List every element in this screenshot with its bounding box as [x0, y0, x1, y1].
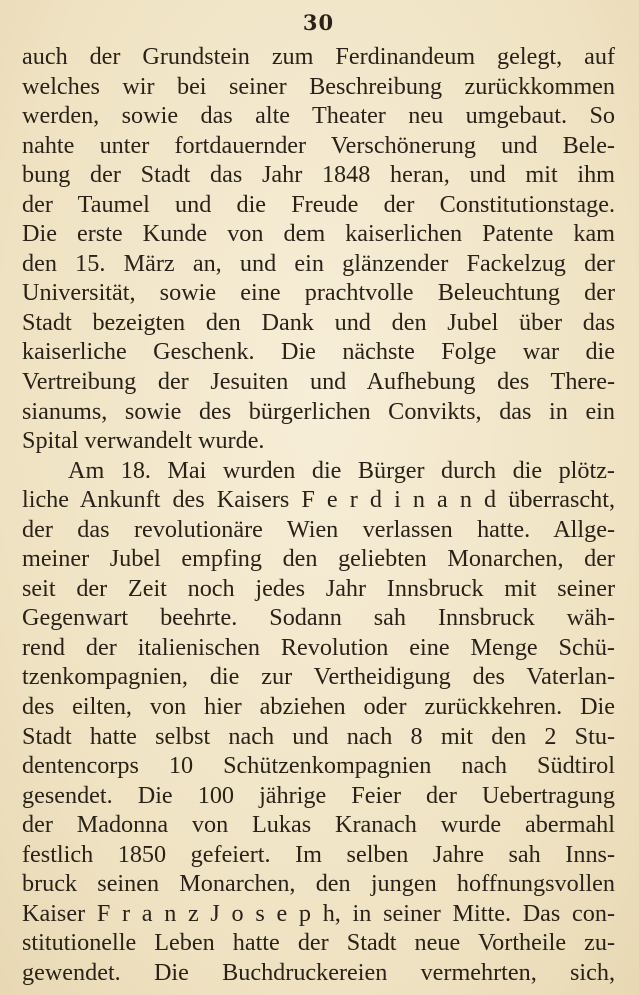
text-line: Am 18. Mai wurden die Bürger durch die plötz- [68, 456, 615, 484]
text-line: Kaiser F r a n z J o s e p h, in seiner Mitte. Das con- [22, 899, 615, 927]
text-line: liche Ankunft des Kaisers F e r d i n a n d überrascht, [22, 486, 615, 514]
text-line: welches wir bei seiner Beschreibung zurückkommen [22, 72, 615, 100]
text-line: werden, sowie das alte Theater neu umgebaut. So [22, 102, 615, 130]
text-line: gewendet. Die Buchdruckereien vermehrten, sich, [22, 958, 615, 986]
text-line: tzenkompagnien, die zur Vertheidigung des Vaterlan- [22, 663, 615, 691]
text-line: der Madonna von Lukas Kranach wurde abermahl [22, 811, 615, 839]
text-line: Universität, sowie eine prachtvolle Beleuchtung der [22, 279, 615, 307]
text-line: gesendet. Die 100 jährige Feier der Uebertragung [22, 781, 615, 809]
text-line: bung der Stadt das Jahr 1848 heran, und mit ihm [22, 161, 615, 189]
text-line: Gegenwart beehrte. Sodann sah Innsbruck wäh- [22, 604, 615, 632]
text-line: kaiserliche Geschenk. Die nächste Folge war die [22, 338, 615, 366]
text-line: stitutionelle Leben hatte der Stadt neue Vortheile zu- [22, 929, 615, 957]
text-line: auch der Grundstein zum Ferdinandeum gelegt, auf [22, 43, 615, 70]
text-line: Die erste Kunde von dem kaiserlichen Patente kam [22, 220, 615, 248]
text-line: den 15. März an, und ein glänzender Fackelzug der [22, 249, 615, 277]
text-line: Stadt bezeigten den Dank und den Jubel über das [22, 308, 615, 336]
text-line: Spital verwandelt wurde. [22, 427, 265, 455]
body-text [22, 42, 615, 988]
text-line: bruck seinen Monarchen, den jungen hoffnungsvollen [22, 870, 615, 898]
text-line: des eilten, von hier abziehen oder zurückkehren. Die [22, 693, 615, 721]
text-line: Stadt hatte selbst nach und nach 8 mit den 2 Stu- [22, 722, 615, 750]
text-line: festlich 1850 gefeiert. Im selben Jahre sah Inns- [22, 840, 615, 868]
page-number: 30 [302, 10, 335, 35]
text-line: rend der italienischen Revolution eine Menge Schü- [22, 633, 615, 661]
text-line: Vertreibung der Jesuiten und Aufhebung des There- [22, 368, 615, 396]
text-line: seit der Zeit noch jedes Jahr Innsbruck mit seiner [22, 574, 615, 602]
text-line: der das revolutionäre Wien verlassen hatte. Allge- [22, 515, 615, 543]
text-line: nahte unter fortdauernder Verschönerung und Bele- [22, 131, 615, 159]
text-line: dentencorps 10 Schützenkompagnien nach Südtirol [22, 752, 615, 780]
text-line: der Taumel und die Freude der Constitutionstage. [22, 190, 615, 218]
text-line: sianums, sowie des bürgerlichen Convikts, das in ein [22, 397, 615, 425]
text-line: meiner Jubel empfing den geliebten Monarchen, der [22, 545, 615, 573]
